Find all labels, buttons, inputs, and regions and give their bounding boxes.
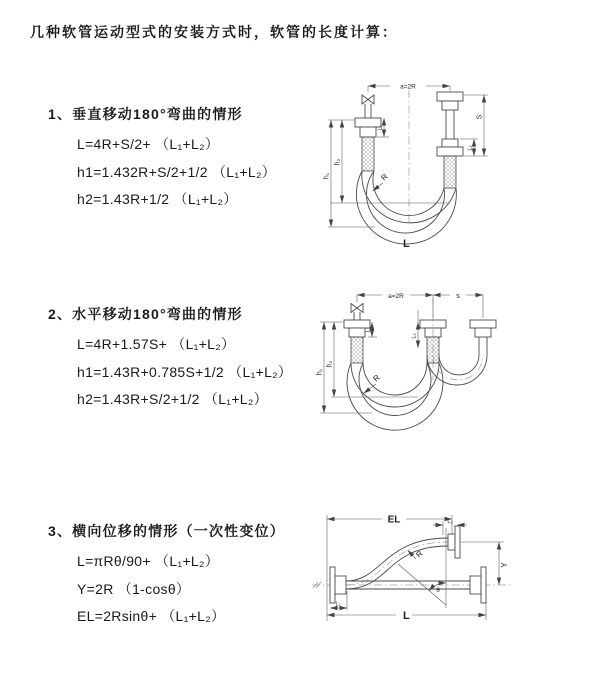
dim-label-l: L <box>403 238 410 250</box>
dim-label-s: s <box>456 293 460 300</box>
dim-label-r: R <box>379 171 390 183</box>
dim-label-span: a=2R <box>400 83 416 91</box>
dimension-right-s <box>460 95 488 156</box>
dim-label-h2: h₂ <box>326 360 334 368</box>
dim-label-s: S <box>476 114 484 120</box>
dim-label-l1: L₁ <box>365 327 372 333</box>
dim-label-h1: h₁ <box>316 368 324 376</box>
formula-el: EL=2Rsinθ+ （L₁+L₂） <box>77 608 226 624</box>
right-leg-fitting <box>437 92 463 188</box>
dim-label-r: R <box>371 372 382 384</box>
dim-label-l2: L₂ <box>467 145 474 151</box>
dimension-left-heights <box>324 120 449 227</box>
dim-label-l1: L₁ <box>335 601 341 608</box>
dim-label-l2: L₂ <box>411 333 418 339</box>
page-title: 几种软管运动型式的安装方式时，软管的长度计算： <box>30 24 398 40</box>
dim-label-el: EL <box>387 514 401 526</box>
valve-icon <box>362 95 374 118</box>
formula-h2: h2=1.43R+1/2 （L₁+L₂） <box>77 191 238 207</box>
dim-label-l2: L₂ <box>447 519 453 525</box>
hose-u-bend <box>347 363 443 430</box>
formula-h1: h1=1.432R+S/2+1/2 （L₁+L₂） <box>77 163 277 180</box>
section-lateral-displacement <box>48 521 285 631</box>
formula-y: Y=2R （1-cosθ） <box>77 580 191 597</box>
section-vertical-bend <box>48 104 276 214</box>
dim-label-h1: h₁ <box>323 172 331 180</box>
left-leg-fitting <box>344 320 370 363</box>
top-flange <box>448 526 460 558</box>
formula-h1: h1=1.43R+0.785S+1/2 （L₁+L₂） <box>77 363 293 380</box>
dimension-l <box>327 603 486 622</box>
section-1-heading: 1、垂直移动180°弯曲的情形 <box>48 106 243 122</box>
dimension-top-span <box>357 293 483 318</box>
right-flange <box>470 567 486 603</box>
dimension-l2 <box>433 519 467 535</box>
formula-length: L=πRθ/90+ （L₁+L₂） <box>77 553 220 569</box>
dim-label-h2: h₂ <box>334 158 342 166</box>
section-2-heading: 2、水平移动180°弯曲的情形 <box>48 306 243 322</box>
hose-u-bend <box>356 171 456 244</box>
dim-label-l: L <box>403 610 410 622</box>
formula-length: L=4R+S/2+ （L₁+L₂） <box>77 136 220 152</box>
right-leg-fitting <box>470 320 496 355</box>
dim-label-span: a=2R <box>388 293 404 300</box>
radius-callout <box>373 172 390 191</box>
left-flange <box>330 567 346 603</box>
diagram-lateral-displacement <box>300 495 600 645</box>
formula-length: L=4R+1.57S+ （L₁+L₂） <box>77 336 236 352</box>
section-horizontal-bend <box>48 304 292 414</box>
angle-construction <box>398 528 446 608</box>
diagram-horizontal-180-bend <box>300 280 600 465</box>
valve-icon <box>351 304 363 321</box>
dimension-left-heights <box>317 322 419 413</box>
dim-label-theta: θ <box>436 587 440 594</box>
diagram-vertical-180-bend <box>300 70 600 275</box>
dim-label-y: Y <box>500 562 509 568</box>
formula-h2: h2=1.43R+S/2+1/2 （L₁+L₂） <box>77 391 268 407</box>
section-3-heading: 3、横向位移的情形（一次性变位） <box>48 523 285 539</box>
dim-label-r: R <box>414 548 425 560</box>
dimension-l2 <box>412 310 419 348</box>
dim-label-l1: L₁ <box>377 125 384 131</box>
